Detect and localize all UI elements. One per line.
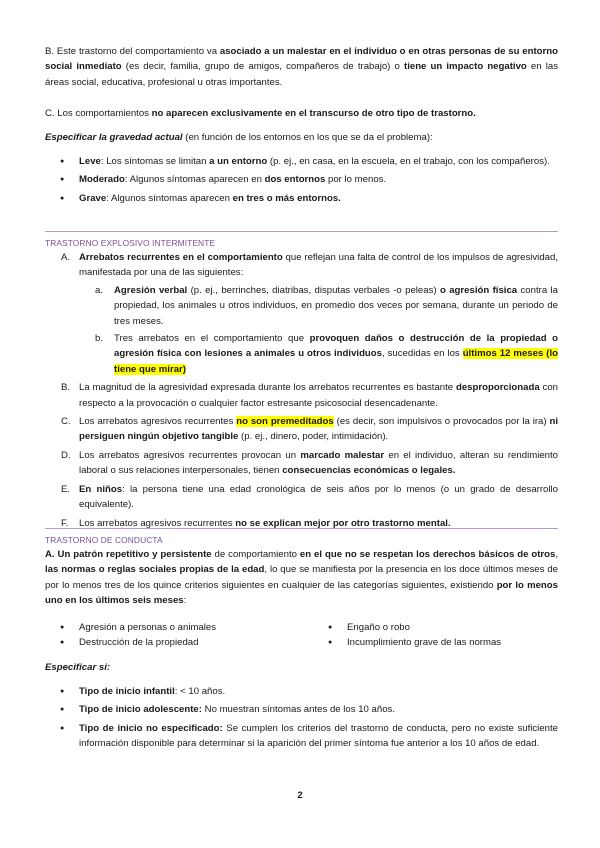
onset-item-childhood: ● Tipo de inicio infantil: < 10 años. — [58, 684, 558, 699]
section-divider — [45, 231, 558, 232]
criterion-a: A. Arrebatos recurrentes en el comportamiento que reflejan una falta de control de los impulsos de agresividad, manifestada por una de las siguientes: a. Agresión verbal (p. ej., berrinches, diatribas, disputas verbales -o peleas) o agresión física contra la propiedad, los animales u otros individuos, en promedio dos veces por semana, durante un periodo de tres meses. b. Tres arrebatos en el comportamiento que provoquen daños o destrucción de la propiedad o agresión física con lesiones a animales u otros individuos, sucedidas en los últimos 12 meses (lo tiene que mirar) — [58, 250, 558, 377]
category-item: ● Engaño o robo — [326, 620, 501, 635]
category-item: ● Agresión a personas o animales — [58, 620, 216, 635]
criterion-c: C. Los arrebatos agresivos recurrentes no son premeditados (es decir, son impulsivos o provocados por la ira) ni persiguen ningún objetivo tangible (p. ej., dinero, poder, intimidación). — [61, 416, 558, 443]
criterion-f: F. Los arrebatos agresivos recurrentes no se explican mejor por otro trastorno mental. — [61, 517, 451, 529]
criterion-a-item-a: a. Agresión verbal (p. ej., berrinches, diatribas, disputas verbales -o peleas) o agresión física contra la propiedad, los animales u otros individuos, en promedio dos veces por semana, durante un periodo de tres meses. — [95, 284, 559, 327]
criterion-a-sublist — [93, 283, 558, 377]
highlight-not-premeditated: no son premeditados — [236, 416, 334, 428]
severity-item-moderado: ● Moderado: Algunos síntomas aparecen en dos entornos por lo menos. — [58, 172, 558, 187]
category-item: ● Incumplimiento grave de las normas — [326, 635, 501, 650]
categories-right-column — [326, 620, 501, 651]
severity-intro: Especificar la gravedad actual (en función de los entornos en los que se da el problema): — [45, 132, 433, 143]
onset-item-adolescent: ● Tipo de inicio adolescente: No muestran síntomas antes de los 10 años. — [58, 702, 558, 717]
severity-item-leve: ● Leve: Los síntomas se limitan a un entorno (p. ej., en casa, en la escuela, en el trabajo, con los compañeros). — [58, 154, 558, 169]
criterion-a-item-b: b. Tres arrebatos en el comportamiento que provoquen daños o destrucción de la propiedad o agresión física con lesiones a animales u otros individuos, sucedidas en los últimos 12 meses (lo tiene que mirar) — [95, 333, 558, 375]
onset-item-unspecified: ● Tipo de inicio no especificado: Se cumplen los criterios del trastorno de conducta, pero no existe suficiente información disponible para determinar si la aparición del primer síntoma fue anterior a los 10 años de edad. — [58, 721, 558, 752]
criterion-c-paragraph: C. Los comportamientos no aparecen exclusivamente en el transcurso de otro tipo de trastorno. — [45, 108, 476, 119]
section-title-conduct: TRASTORNO DE CONDUCTA — [45, 535, 163, 545]
section-title-explosive: TRASTORNO EXPLOSIVO INTERMITENTE — [45, 238, 216, 248]
criterion-b-paragraph: B. Este trastorno del comportamiento va asociado a un malestar en el individuo o en otras personas de su entorno social inmediato (es decir, familia, grupo de amigos, compañeros de trabajo) o tiene un impacto negativo en las áreas social, educativa, profesional u otras importantes. — [45, 46, 558, 88]
specify-label: Especificar si: — [45, 662, 111, 673]
severity-list — [58, 154, 558, 206]
category-item: ● Destrucción de la propiedad — [58, 635, 216, 650]
criterion-d: D. Los arrebatos agresivos recurrentes provocan un marcado malestar en el individuo, alteran su rendimiento laboral o sus relaciones interpersonales, tienen consecuencias económicas o legales. — [61, 449, 558, 477]
criterion-b: B. La magnitud de la agresividad expresada durante los arrebatos recurrentes es bastante desproporcionada con respecto a la provocación o cualquier factor estresante psicosocial desencadenante. — [61, 382, 558, 409]
onset-type-list — [58, 684, 558, 752]
criterion-e: E. En niños: la persona tiene una edad cronológica de seis años por lo menos (o un grado de desarrollo equivalente). — [61, 483, 558, 511]
explosive-criteria-list — [58, 250, 558, 531]
categories-left-column — [58, 620, 216, 651]
conduct-criterion-a: A. Un patrón repetitivo y persistente de comportamiento en el que no se respetan los derechos básicos de otros, las normas o reglas sociales propias de la edad, lo que se manifiesta por la presencia en los doce últimos meses de por lo menos tres de los quince criterios siguientes en cualquier de las categorías siguientes, existiendo por lo menos uno en los últimos seis meses: — [45, 549, 559, 607]
page-number: 2 — [297, 790, 303, 801]
highlight-last-12-months: últimos 12 meses (lo tiene que mirar) — [114, 348, 558, 375]
section-divider — [45, 528, 558, 529]
severity-item-grave: ● Grave: Algunos síntomas aparecen en tres o más entornos. — [58, 191, 558, 206]
